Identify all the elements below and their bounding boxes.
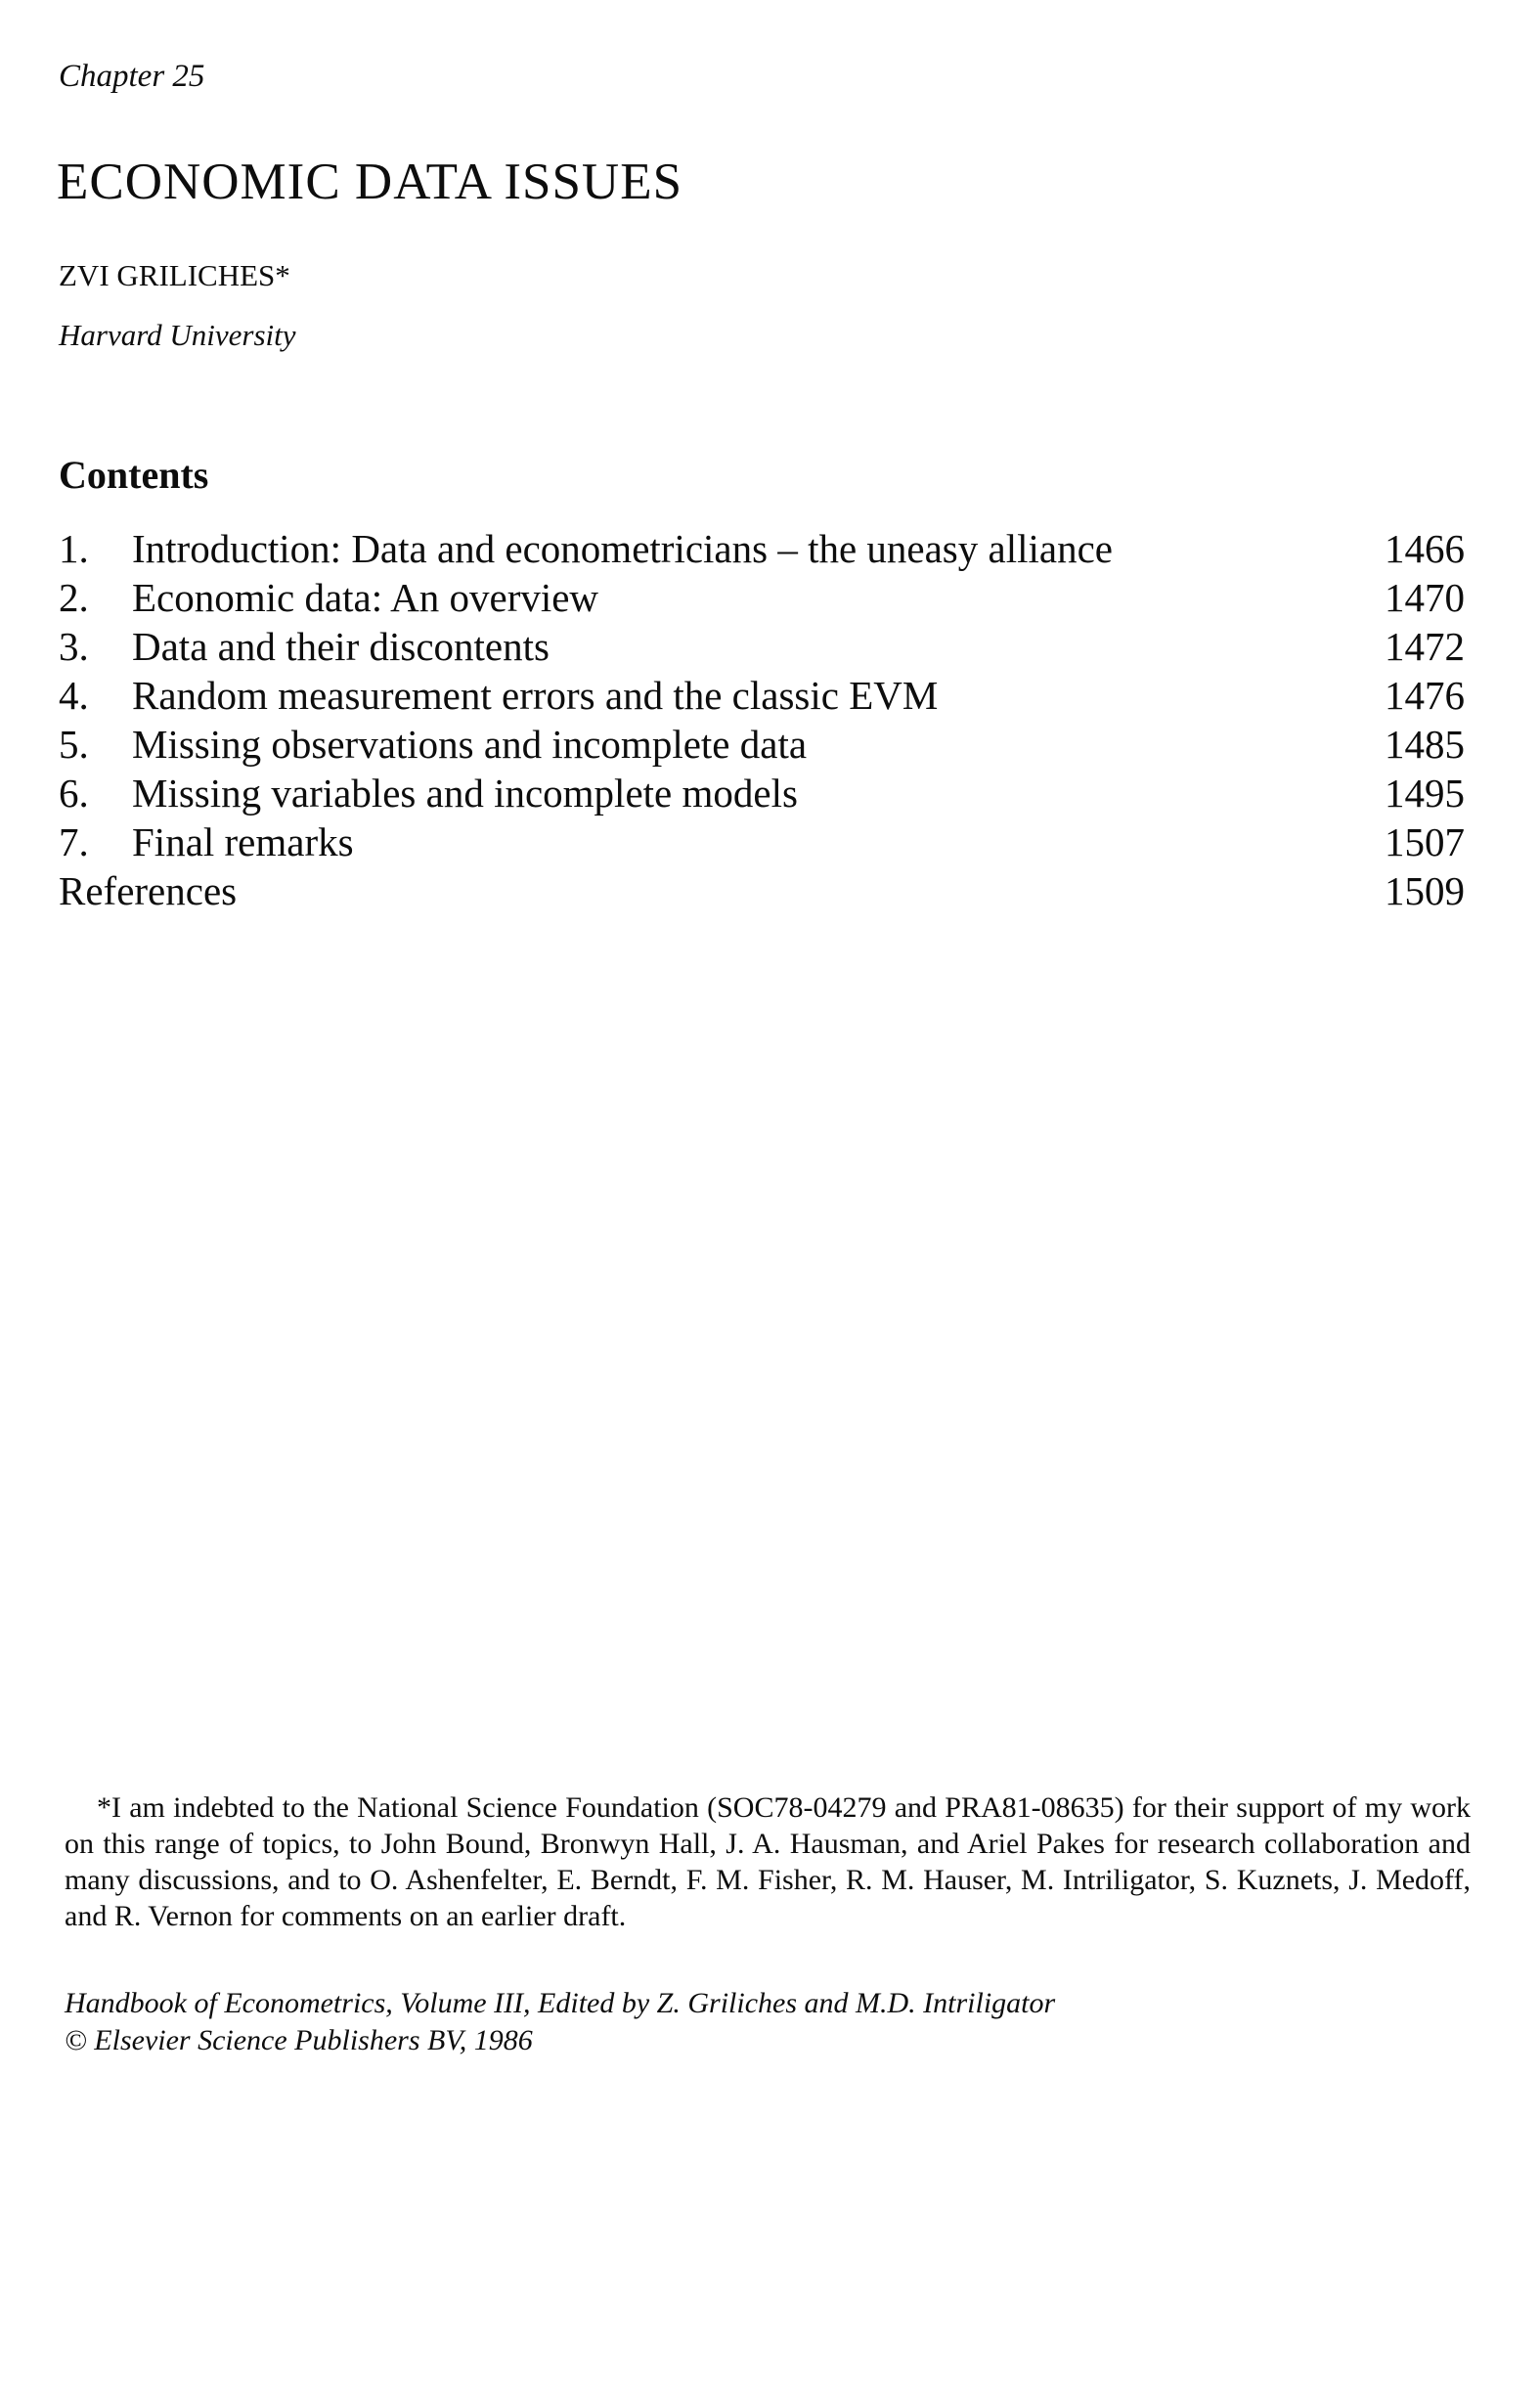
author-name: ZVI GRILICHES* <box>59 258 290 292</box>
toc-entry-title: Introduction: Data and econometricians – the uneasy alliance <box>132 526 1113 571</box>
toc-entry <box>59 769 1465 817</box>
toc-entry-page: 1509 <box>1385 868 1465 913</box>
toc-entry-page: 1507 <box>1385 819 1465 864</box>
toc-entry-title: Final remarks <box>132 819 354 864</box>
contents-heading: Contents <box>59 453 209 497</box>
toc-entry-page: 1485 <box>1385 722 1465 767</box>
copyright-line: © Elsevier Science Publishers BV, 1986 <box>65 2024 533 2056</box>
toc-entry-title: Data and their discontents <box>132 624 550 669</box>
publication-info <box>65 1985 1336 2059</box>
toc-entry-number: 3. <box>59 624 89 669</box>
publication-source-line: Handbook of Econometrics, Volume III, Edited by Z. Griliches and M.D. Intriligator <box>65 1987 1056 2019</box>
toc-entry-page: 1472 <box>1385 624 1465 669</box>
toc-entry-page: 1470 <box>1385 575 1465 620</box>
toc-entry <box>59 817 1465 866</box>
toc-entry <box>59 720 1465 769</box>
toc-entry-number: 6. <box>59 771 89 816</box>
toc-entry-title: Economic data: An overview <box>132 575 599 620</box>
toc-entry-page: 1476 <box>1385 673 1465 718</box>
toc-entry-number: 5. <box>59 722 89 767</box>
chapter-label: Chapter 25 <box>59 59 205 94</box>
toc-entry-page: 1466 <box>1385 526 1465 571</box>
acknowledgement-footnote: *I am indebted to the National Science Foundation (SOC78-04279 and PRA81-08635) for their support of my work on this range of topics, to John Bound, Bronwyn Hall, J. A. Hausman, and Ariel Pakes for research collaboration and many discussions, and to O. Ashenfelter, E. Berndt, F. M. Fisher, R. M. Hauser, M. Intriligator, S. Kuznets, J. Medoff, and R. Vernon for comments on an earlier draft. <box>65 1791 1471 1932</box>
toc-entry-references <box>59 866 1465 915</box>
toc-entry-number: 1. <box>59 526 89 571</box>
page-title: ECONOMIC DATA ISSUES <box>57 154 683 210</box>
toc-entry <box>59 524 1465 573</box>
toc-entry-title: Missing observations and incomplete data <box>132 722 808 767</box>
toc-entry-title: Missing variables and incomplete models <box>132 771 798 816</box>
table-of-contents <box>59 524 1465 915</box>
toc-entry-page: 1495 <box>1385 771 1465 816</box>
author-affiliation: Harvard University <box>59 318 296 352</box>
toc-entry <box>59 622 1465 671</box>
toc-entry-number: 2. <box>59 575 89 620</box>
toc-entry-number: 4. <box>59 673 89 718</box>
toc-entry <box>59 573 1465 622</box>
toc-entry <box>59 671 1465 720</box>
toc-entry-title: References <box>59 868 238 913</box>
toc-entry-number: 7. <box>59 819 89 864</box>
toc-entry-title: Random measurement errors and the classic EVM <box>132 673 939 718</box>
